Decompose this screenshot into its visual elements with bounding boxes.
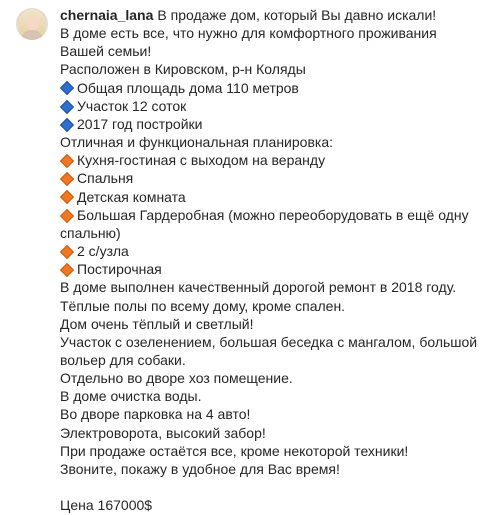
feature-item (60, 97, 481, 115)
room-text: Детская комната (77, 188, 186, 205)
room-item (60, 206, 481, 242)
intro-text: В продаже дом, который Вы давно искали! (157, 7, 437, 23)
small-blue-diamond-icon (60, 100, 74, 114)
detail-line: Звоните, покажу в удобное для Вас время! (60, 460, 340, 477)
small-orange-diamond-icon (60, 172, 74, 186)
caption-line: В доме есть все, что нужно для комфортного проживания Вашей семьи! (60, 25, 437, 60)
detail-line: Тёплые полы по всему дому, кроме спален. (60, 297, 346, 314)
username-link[interactable]: chernaia_lana (60, 7, 154, 23)
room-text: 2 с/узла (77, 243, 129, 260)
small-orange-diamond-icon (60, 208, 74, 222)
feature-text: Общая площадь дома 110 метров (77, 79, 299, 96)
detail-line: Дом очень тёплый и светлый! (60, 315, 254, 332)
avatar[interactable] (16, 8, 48, 40)
detail-line: При продаже остаётся все, кроме некоторой техники! (60, 442, 409, 459)
detail-line: Электроворота, высокий забор! (60, 424, 266, 441)
feature-text: Участок 12 соток (77, 97, 187, 114)
room-text: Постирочная (77, 261, 162, 278)
small-orange-diamond-icon (60, 245, 74, 259)
caption-first-line (60, 6, 481, 24)
feature-item (60, 79, 481, 97)
room-item (60, 242, 481, 260)
room-item (60, 188, 481, 206)
small-blue-diamond-icon (60, 81, 74, 95)
blank-line (60, 478, 481, 496)
room-item (60, 260, 481, 278)
feature-text: 2017 год постройки (77, 115, 203, 132)
caption-text (60, 6, 481, 514)
small-orange-diamond-icon (60, 263, 74, 277)
small-orange-diamond-icon (60, 154, 74, 168)
detail-line: Во дворе парковка на 4 авто! (60, 406, 251, 423)
detail-line: Участок с озеленением, большая беседка с мангалом, большой вольер для собаки. (60, 333, 478, 368)
feature-item (60, 115, 481, 133)
room-text: Спальня (77, 170, 134, 187)
detail-line: В доме выполнен качественный дорогой ремонт в 2018 году. (60, 279, 457, 296)
room-item (60, 169, 481, 187)
room-text: Большая Гардеробная (можно переоборудовать в ещё одну спальню) (60, 206, 469, 241)
room-item (60, 151, 481, 169)
room-text: Кухня-гостиная с выходом на веранду (77, 152, 326, 169)
price-line: Цена 167000$ (60, 497, 153, 514)
avatar-face (26, 15, 39, 30)
small-blue-diamond-icon (60, 118, 74, 132)
location-line: Расположен в Кировском, р-н Коляды (60, 61, 306, 78)
post-caption (16, 6, 481, 514)
detail-line: Отдельно во дворе хоз помещение. (60, 370, 293, 387)
detail-line: В доме очистка воды. (60, 388, 202, 405)
layout-heading: Отличная и функциональная планировка: (60, 134, 333, 151)
small-orange-diamond-icon (60, 190, 74, 204)
